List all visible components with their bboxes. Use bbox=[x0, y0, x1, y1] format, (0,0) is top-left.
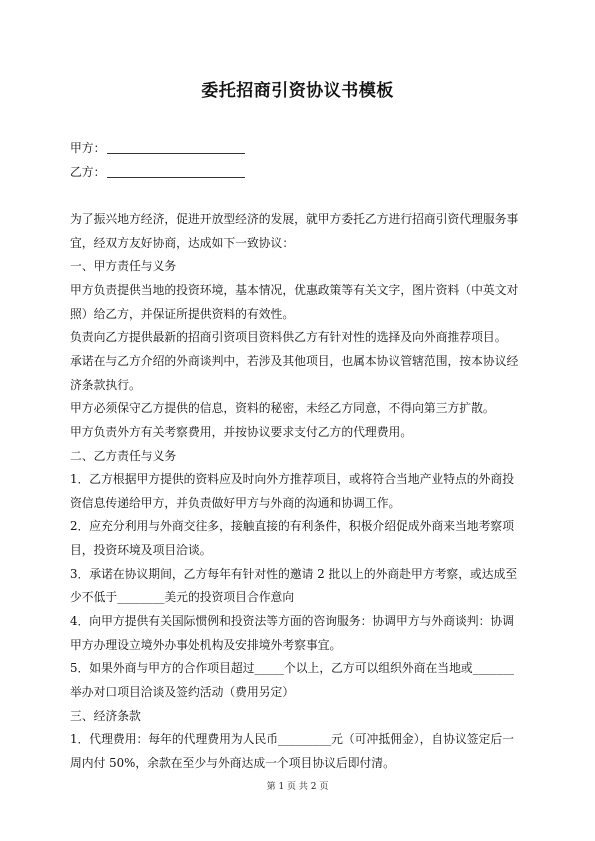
paragraph-line: 目，投资环境及项目洽谈。 bbox=[70, 543, 212, 558]
party-a-line bbox=[70, 137, 526, 160]
paragraph-line: 甲方负责提供当地的投资环境，基本情况，优惠政策等有关文字，图片资料（中英文对 bbox=[70, 282, 519, 297]
paragraph-line: 三、经济条款 bbox=[70, 708, 141, 723]
paragraph-line: 4．向甲方提供有关国际惯例和投资法等方面的咨询服务：协调甲方与外商谈判：协调 bbox=[70, 614, 514, 629]
paragraph-line: 资信息传递给甲方，并负责做好甲方与外商的沟通和协调工作。 bbox=[70, 495, 401, 510]
paragraph-line: 甲方必须保守乙方提供的信息，资料的秘密，未经乙方同意，不得向第三方扩散。 bbox=[70, 401, 495, 416]
paragraph-line: 甲方办理设立境外办事处机构及安排境外考察事宜。 bbox=[70, 637, 342, 652]
party-a-label: 甲方： bbox=[70, 141, 106, 155]
paragraph-line: 二、乙方责任与义务 bbox=[70, 448, 177, 463]
paragraph-line: 宜，经双方友好协商，达成如下一致协议： bbox=[70, 235, 295, 250]
paragraph-line: 周内付 50%，余款在至少与外商达成一个项目协议后即付清。 bbox=[70, 755, 395, 770]
paragraph-line: 甲方负责外方有关考察费用，并按协议要求支付乙方的代理费用。 bbox=[70, 424, 413, 439]
paragraph-line: 5．如果外商与甲方的合作项目超过_____个以上，乙方可以组织外商在当地或_______ bbox=[70, 661, 514, 676]
page-footer: 第 1 页 共 2 页 bbox=[266, 782, 329, 792]
paragraph-line: 举办对口项目洽谈及签约活动（费用另定） bbox=[70, 685, 295, 699]
party-b-blank bbox=[107, 165, 245, 178]
paragraph-line: 一、甲方责任与义务 bbox=[70, 259, 177, 274]
paragraph-line: 3．承诺在协议期间，乙方每年有针对性的邀请 2 批以上的外商赴甲方考察，或达成至 bbox=[70, 566, 518, 581]
paragraph-line: 1．代理费用：每年的代理费用为人民币_________元（可冲抵佣金），自协议签定后一 bbox=[70, 732, 514, 747]
paragraph-line: 1．乙方根据甲方提供的资料应及时向外方推荐项目，或将符合当地产业特点的外商投 bbox=[70, 472, 514, 487]
party-a-blank bbox=[107, 141, 245, 154]
paragraph-line: 济条款执行。 bbox=[70, 377, 141, 392]
paragraph-line: 负责向乙方提供最新的招商引资项目资料供乙方有针对性的选择及向外商推荐项目。 bbox=[70, 330, 507, 345]
paragraph-line: 承诺在与乙方介绍的外商谈判中，若涉及其他项目，也属本协议管辖范围，按本协议经 bbox=[70, 353, 519, 368]
paragraph-line: 2．应充分利用与外商交往多，接触直接的有利条件，积极介绍促成外商来当地考察项 bbox=[70, 519, 514, 534]
party-b-label: 乙方： bbox=[70, 165, 106, 179]
paragraph-line: 照）给乙方，并保证所提供资料的有效性。 bbox=[70, 306, 295, 321]
document-title: 委托招商引资协议书模板 bbox=[201, 81, 394, 101]
party-b-line bbox=[70, 161, 526, 184]
paragraph-line: 少不低于________美元的投资项目合作意向 bbox=[70, 590, 295, 605]
paragraph-line: 为了振兴地方经济，促进开放型经济的发展，就甲方委托乙方进行招商引资代理服务事 bbox=[70, 212, 519, 226]
